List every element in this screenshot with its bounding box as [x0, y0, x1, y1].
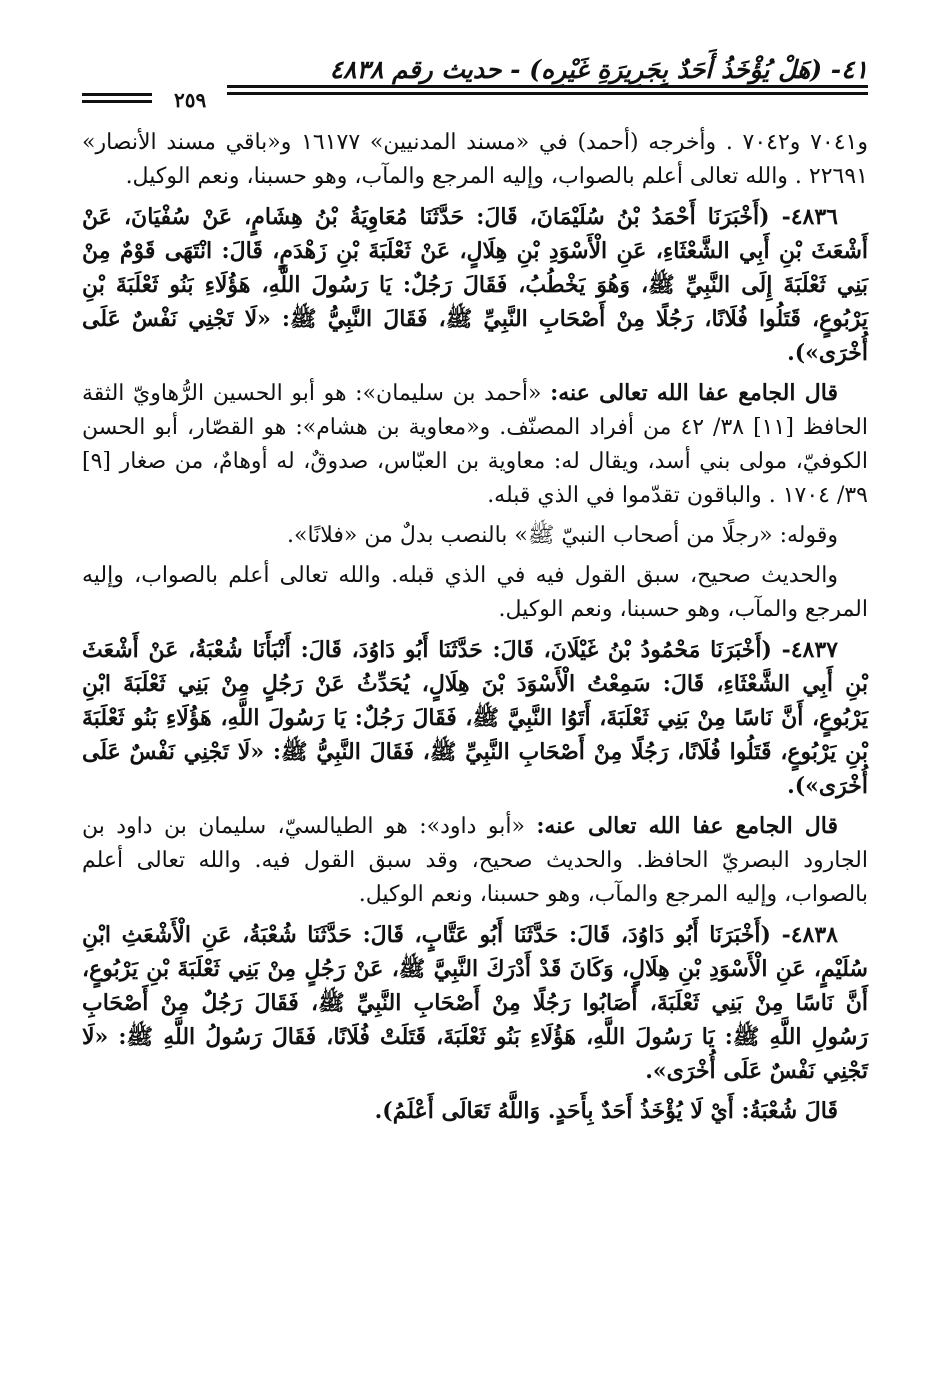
paragraph-text: ٤٨٣٨- (أَخْبَرَنَا أَبُو دَاوُدَ، قَالَ: حَدَّثَنَا أَبُو عَتَّابٍ، قَالَ: حَدَّثَنَا شُعْبَةُ، عَنِ الْأَشْعَثِ ابْنِ سُلَيْمٍ، عَنِ الْأَسْوَدِ بْنِ هِلَالٍ، وَكَانَ قَدْ أَدْرَكَ النَّبِيَّ ﷺ، عَنْ رَجُلٍ مِنْ بَنِي ثَعْلَبَةَ بْنِ يَرْبُوعٍ، أَنَّ نَاسًا مِنْ بَنِي ثَعْلَبَةَ، أَصَابُوا رَجُلًا مِنْ أَصْحَابِ النَّبِيِّ ﷺ، فَقَالَ رَجُلٌ مِنْ أَصْحَابِ رَسُولِ اللَّهِ ﷺ: يَا رَسُولَ اللَّهِ، هَؤُلَاءِ بَنُو ثَعْلَبَةَ، قَتَلَتْ فُلَانًا، فَقَالَ رَسُولُ اللَّهِ ﷺ: «لَا تَجْنِي نَفْسٌ عَلَى أُخْرَى». — [82, 922, 868, 1084]
paragraph-text: وقوله: «رجلًا من أصحاب النبيّ ﷺ» بالنصب بدلٌ من «فلانًا». — [287, 523, 838, 548]
header-rule — [227, 92, 868, 95]
page-number-rule — [82, 100, 152, 103]
commentary-paragraph — [82, 519, 868, 553]
hadith-4836 — [82, 200, 868, 370]
shuba-comment — [82, 1094, 868, 1128]
commentary-paragraph — [82, 559, 868, 627]
page-header — [82, 55, 868, 115]
running-title: ٤١- (هَلْ يُؤْخَذُ أَحَدٌ بِجَرِيرَةِ غَيْرِه) - حديث رقم ٤٨٣٨ — [329, 55, 868, 84]
page-number: ٢٥٩ — [174, 88, 207, 112]
paragraph-text: «أحمد بن سليمان»: هو أبو الحسين الرُّهاويّ الثقة الحافظ [١١] ٣٨/ ٤٢ من أفراد المصنّف. و«معاوية بن هشام»: هو القصّار، أبو الحسن الكوفيّ، مولى بني أسد، ويقال له: معاوية بن العبّاس، صدوقٌ، له أوهامٌ، من صغار [٩] ٣٩/ ١٧٠٤ . والباقون تقدّموا في الذي قبله. — [82, 381, 868, 508]
paragraph-continuation — [82, 126, 868, 194]
hadith-4838 — [82, 918, 868, 1088]
hadith-4837 — [82, 633, 868, 803]
commentary-paragraph — [82, 376, 868, 513]
commentary-paragraph — [82, 809, 868, 912]
commentary-label: قال الجامع عفا الله تعالى عنه: — [536, 813, 839, 839]
commentary-label: قال الجامع عفا الله تعالى عنه: — [550, 380, 838, 406]
page-number-rule — [82, 93, 152, 96]
paragraph-text: «أبو داود»: هو الطيالسيّ، سليمان بن داود بن الجارود البصريّ الحافظ. والحديث صحيح، وقد سبق القول فيه. والله تعالى أعلم بالصواب، وإليه المرجع والمآب، وهو حسبنا، ونعم الوكيل. — [82, 814, 868, 907]
paragraph-text: والحديث صحيح، سبق القول فيه في الذي قبله. والله تعالى أعلم بالصواب، وإليه المرجع والمآب، وهو حسبنا، ونعم الوكيل. — [82, 563, 868, 622]
header-rule — [227, 85, 868, 88]
paragraph-text: و٧٠٤١ و٧٠٤٢ . وأخرجه (أحمد) في «مسند المدنيين» ١٦١٧٧ و«باقي مسند الأنصار» ٢٢٦٩١ . والله تعالى أعلم بالصواب، وإليه المرجع والمآب، وهو حسبنا، ونعم الوكيل. — [82, 130, 868, 189]
paragraph-text: ٤٨٣٧- (أَخْبَرَنَا مَحْمُودُ بْنُ غَيْلَانَ، قَالَ: حَدَّثَنَا أَبُو دَاوُدَ، قَالَ: أَنْبَأَنَا شُعْبَةُ، عَنْ أَشْعَثَ بْنِ أَبِي الشَّعْثَاءِ، قَالَ: سَمِعْتُ الْأَسْوَدَ بْنَ هِلَالٍ، يُحَدِّثُ عَنْ رَجُلٍ مِنْ بَنِي ثَعْلَبَةَ ابْنِ يَرْبُوعٍ، أَنَّ نَاسًا مِنْ بَنِي ثَعْلَبَةَ، أَتَوُا النَّبِيَّ ﷺ، فَقَالَ رَجُلٌ: يَا رَسُولَ اللَّهِ، هَؤُلَاءِ بَنُو ثَعْلَبَةَ بْنِ يَرْبُوعٍ، قَتَلُوا فُلَانًا، رَجُلًا مِنْ أَصْحَابِ النَّبِيِّ ﷺ، فَقَالَ النَّبِيُّ ﷺ: «لَا تَجْنِي نَفْسٌ عَلَى أُخْرَى»). — [82, 637, 868, 799]
paragraph-text: قَالَ شُعْبَةُ: أَيْ لَا يُؤْخَذُ أَحَدٌ بِأَحَدٍ. وَاللَّهُ تَعَالَى أَعْلَمُ). — [374, 1098, 838, 1124]
paragraph-text: ٤٨٣٦- (أَخْبَرَنَا أَحْمَدُ بْنُ سُلَيْمَانَ، قَالَ: حَدَّثَنَا مُعَاوِيَةُ بْنُ هِشَامٍ، عَنْ سُفْيَانَ، عَنْ أَشْعَثَ بْنِ أَبِي الشَّعْثَاءِ، عَنِ الْأَسْوَدِ بْنِ هِلَالٍ، عَنْ ثَعْلَبَةَ بْنِ زَهْدَمٍ، قَالَ: انْتَهَى قَوْمٌ مِنْ بَنِي ثَعْلَبَةَ إِلَى النَّبِيِّ ﷺ، وَهُوَ يَخْطُبُ، فَقَالَ رَجُلٌ: يَا رَسُولَ اللَّهِ، هَؤُلَاءِ بَنُو ثَعْلَبَةَ بْنِ يَرْبُوعٍ، قَتَلُوا فُلَانًا، رَجُلًا مِنْ أَصْحَابِ النَّبِيِّ ﷺ، فَقَالَ النَّبِيُّ ﷺ: «لَا تَجْنِي نَفْسٌ عَلَى أُخْرَى»). — [82, 204, 868, 366]
main-text — [82, 126, 868, 1134]
